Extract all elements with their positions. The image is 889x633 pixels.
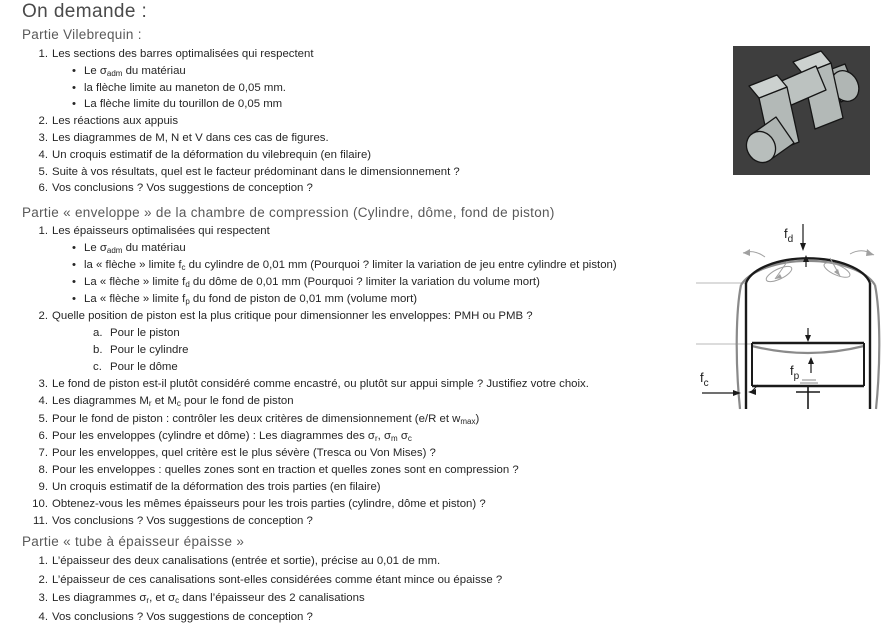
section-heading: Partie Vilebrequin :	[22, 27, 142, 42]
piston-deflection-label: $f_p$	[790, 363, 800, 382]
list-marker: •	[72, 293, 76, 306]
piston-deflection-arrow	[805, 328, 814, 373]
list-marker: •	[72, 64, 76, 77]
list-text: Pour le cylindre	[110, 344, 189, 357]
cylinder-deflection-label: $f_c$	[700, 370, 709, 389]
list-text: Les épaisseurs optimalisées qui respectent	[52, 225, 270, 237]
list-text: Pour le fond de piston : contrôler les deux critères de dimensionnement (e/R et $w_{max}$)	[52, 412, 480, 426]
list-marker: 1.	[38, 225, 48, 237]
list-text: Les diagrammes $M_r$ et $M_c$ pour le fond de piston	[52, 395, 294, 409]
list-marker: 2.	[38, 310, 48, 323]
list-text: Pour les enveloppes, quel critère est le plus sévère (Tresca ou Von Mises) ?	[52, 446, 436, 459]
list-item	[0, 591, 889, 610]
list-text: La « flèche » limite $f_d$ du dôme de 0,01 mm (Pourquoi ? limiter la variation du volume mort)	[84, 276, 540, 290]
list-text: Les diagrammes $\sigma_r$, et $\sigma_c$ dans l’épaisseur des 2 canalisations	[52, 592, 365, 606]
list-marker: 4.	[38, 148, 48, 161]
list-text: Les réactions aux appuis	[52, 115, 179, 128]
list-text: Un croquis estimatif de la déformation du vilebrequin (en filaire)	[52, 148, 372, 161]
list-text: Un croquis estimatif de la déformation des trois parties (en filaire)	[52, 480, 381, 493]
list-marker: a.	[93, 327, 103, 340]
compression-chamber-diagram	[690, 210, 889, 415]
list-text: la flèche limite au maneton de 0,05 mm.	[84, 81, 286, 94]
list-text: L’épaisseur des deux canalisations (entrée et sortie), précise au 0,01 de mm.	[52, 555, 441, 567]
list-text: Vos conclusions ? Vos suggestions de conception ?	[52, 182, 313, 195]
list-marker: 2.	[38, 573, 48, 586]
list-text: Vos conclusions ? Vos suggestions de conception ?	[52, 610, 313, 623]
list-text: Pour les enveloppes : quelles zones sont en traction et quelles zones sont en compression ?	[52, 463, 519, 476]
crankshaft-3d-image	[733, 46, 870, 175]
guide-lines	[696, 283, 752, 344]
list-item	[0, 514, 889, 531]
list-item	[0, 497, 889, 514]
list-marker: 4.	[38, 610, 48, 623]
list-marker: •	[72, 276, 76, 289]
list-marker: •	[72, 259, 76, 272]
list-marker: 1.	[38, 555, 48, 567]
list-marker: 5.	[38, 165, 48, 178]
list-text: L’épaisseur de ces canalisations sont-elles considérées comme étant mince ou épaisse ?	[52, 573, 503, 586]
cylinder-deflection-arrow	[702, 385, 758, 396]
list-text: Le $\sigma_{adm}$ du matériau	[84, 64, 186, 78]
list-text: Le $\sigma_{adm}$ du matériau	[84, 242, 186, 256]
list-marker: 6.	[38, 182, 48, 195]
list-marker: 6.	[38, 429, 48, 442]
list-text: Quelle position de piston est la plus critique pour dimensionner les enveloppes: PMH ou PMB ?	[52, 310, 533, 323]
list-text: La flèche limite du tourillon de 0,05 mm	[84, 98, 283, 111]
crankshaft-drawing	[733, 46, 870, 175]
list-marker: •	[72, 242, 76, 255]
list-item	[0, 429, 889, 446]
section-heading: Partie « tube à épaisseur épaisse »	[22, 534, 245, 549]
list-marker: •	[72, 81, 76, 94]
list-item	[0, 554, 889, 573]
list-item	[0, 610, 889, 629]
list-marker: •	[72, 98, 76, 111]
list-marker: 4.	[38, 395, 48, 408]
list-item	[0, 573, 889, 592]
section-heading: Partie « enveloppe » de la chambre de compression (Cylindre, dôme, fond de piston)	[22, 205, 555, 220]
page-title: On demande :	[22, 1, 148, 22]
list-text: Obtenez-vous les mêmes épaisseurs pour les trois parties (cylindre, dôme et piston) ?	[52, 497, 486, 510]
list-text: Pour les enveloppes (cylindre et dôme) : Les diagrammes des $\sigma_r$, $\sigma_m$ $\sigma_c$	[52, 429, 412, 443]
list-marker: c.	[93, 361, 102, 374]
list-text: Pour le piston	[110, 327, 180, 340]
list-marker: 5.	[38, 412, 48, 425]
list-text: Les sections des barres optimalisées qui respectent	[52, 48, 314, 60]
section-list	[0, 554, 889, 628]
list-text: La « flèche » limite $f_p$ du fond de piston de 0,01 mm (volume mort)	[84, 293, 418, 307]
list-item	[0, 463, 889, 480]
list-text: Vos conclusions ? Vos suggestions de conception ?	[52, 514, 313, 527]
list-marker: 11.	[33, 514, 48, 527]
list-marker: 3.	[38, 592, 48, 605]
list-text: Les diagrammes de M, N et V dans ces cas de figures.	[52, 131, 329, 144]
list-marker: 7.	[38, 446, 48, 459]
dome-deflection-label: $f_d$	[784, 226, 794, 245]
list-text: la « flèche » limite $f_c$ du cylindre de 0,01 mm (Pourquoi ? limiter la variation de jeu entre cylindre et piston)	[84, 259, 617, 273]
list-text: Suite à vos résultats, quel est le facteur prédominant dans le dimensionnement ?	[52, 165, 460, 178]
chamber-drawing	[690, 210, 889, 415]
list-marker: 2.	[38, 115, 48, 128]
list-text: Le fond de piston est-il plutôt considéré comme encastré, ou plutôt sur appui simple ? Justifiez votre choix.	[52, 378, 589, 391]
list-text: Pour le dôme	[110, 361, 178, 374]
list-item	[0, 446, 889, 463]
list-marker: 9.	[38, 480, 48, 493]
list-marker: b.	[93, 344, 103, 357]
list-marker: 3.	[38, 131, 48, 144]
list-item	[0, 480, 889, 497]
list-marker: 3.	[38, 378, 48, 391]
list-marker: 1.	[38, 48, 48, 60]
list-marker: 10.	[32, 497, 48, 510]
list-marker: 8.	[38, 463, 48, 476]
list-item	[0, 181, 889, 198]
